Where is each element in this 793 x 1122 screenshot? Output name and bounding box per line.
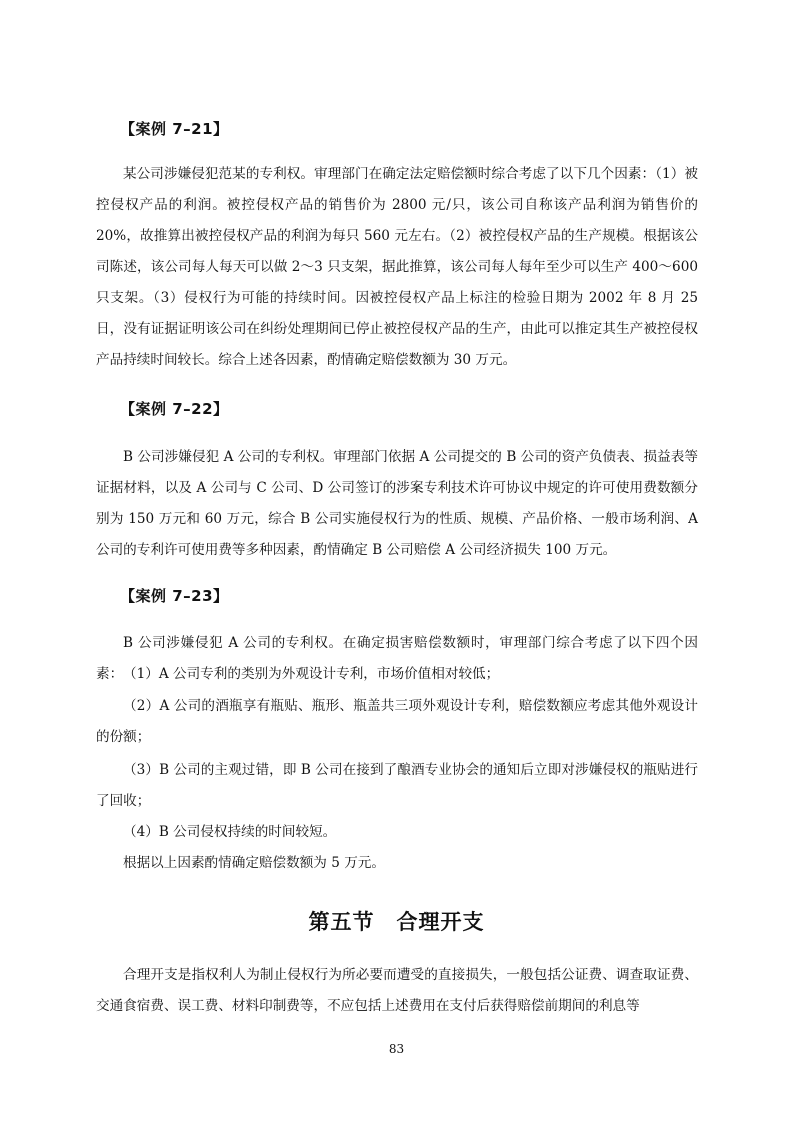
page-number: 83 <box>388 1042 405 1056</box>
case-heading-7-23: 【案例 7–23】 <box>120 587 229 605</box>
case-7-23-item-2: （2）A 公司的酒瓶享有瓶贴、瓶形、瓶盖共三项外观设计专利，赔偿数额应考虑其他外观设计的份额； <box>96 698 698 745</box>
section-body: 合理开支是指权利人为制止侵权行为所必要而遭受的直接损失，一般包括公证费、调查取证费、交通食宿费、误工费、材料印制费等，不应包括上述费用在支付后获得赔偿前期间的利息等 <box>96 967 698 1014</box>
case-7-23-item-3: （3）B 公司的主观过错，即 B 公司在接到了酿酒专业协会的通知后立即对涉嫌侵权的瓶贴进行了回收； <box>96 762 698 809</box>
case-7-23-intro: B 公司涉嫌侵犯 A 公司的专利权。在确定损害赔偿数额时，审理部门综合考虑了以下四个因素： <box>96 635 698 682</box>
case-heading-7-22: 【案例 7–22】 <box>120 400 229 418</box>
case-7-23-item-4: （4）B 公司侵权持续的时间较短。 <box>123 824 337 840</box>
section-title: 第五节 合理开支 <box>308 910 485 934</box>
case-7-22-body: B 公司涉嫌侵犯 A 公司的专利权。审理部门依据 A 公司提交的 B 公司的资产负债表、损益表等证据材料，以及 A 公司与 C 公司、D 公司签订的涉案专利技术许可协议中规定的许可使用费数额分别为 150 万元和 60 万元，综合 B 公司实施侵权行为的性质、规模、产品价格、一般市场利润、A 公司的专利许可使用费等多种因素，酌情确定 B 公司赔偿 A 公司经济损失 100 万元。 <box>96 449 698 558</box>
case-7-23-item-1: （1）A 公司专利的类别为外观设计专利，市场价值相对较低； <box>123 666 500 682</box>
case-heading-7-21: 【案例 7–21】 <box>120 120 229 138</box>
case-7-21-body: 某公司涉嫌侵犯范某的专利权。审理部门在确定法定赔偿额时综合考虑了以下几个因素：（1）被控侵权产品的利润。被控侵权产品的销售价为 2800 元/只，该公司自称该产品利润为销售价的 20%，故推算出被控侵权产品的利润为每只 560 元左右。（2）被控侵权产品的生产规模。根据该公司陈述，该公司每人每天可以做 2～3 只支架，据此推算，该公司每人每年至少可以生产 400～600 只支架。（3）侵权行为可能的持续时间。因被控侵权产品上标注的检验日期为 2002 年 8 月 25 日，没有证据证明该公司在纠纷处理期间已停止被控侵权产品的生产，由此可以推定其生产被控侵权产品持续时间较长。综合上述各因素，酌情确定赔偿数额为 30 万元。 <box>96 166 698 368</box>
case-7-23-conclusion: 根据以上因素酌情确定赔偿数额为 5 万元。 <box>123 855 385 871</box>
